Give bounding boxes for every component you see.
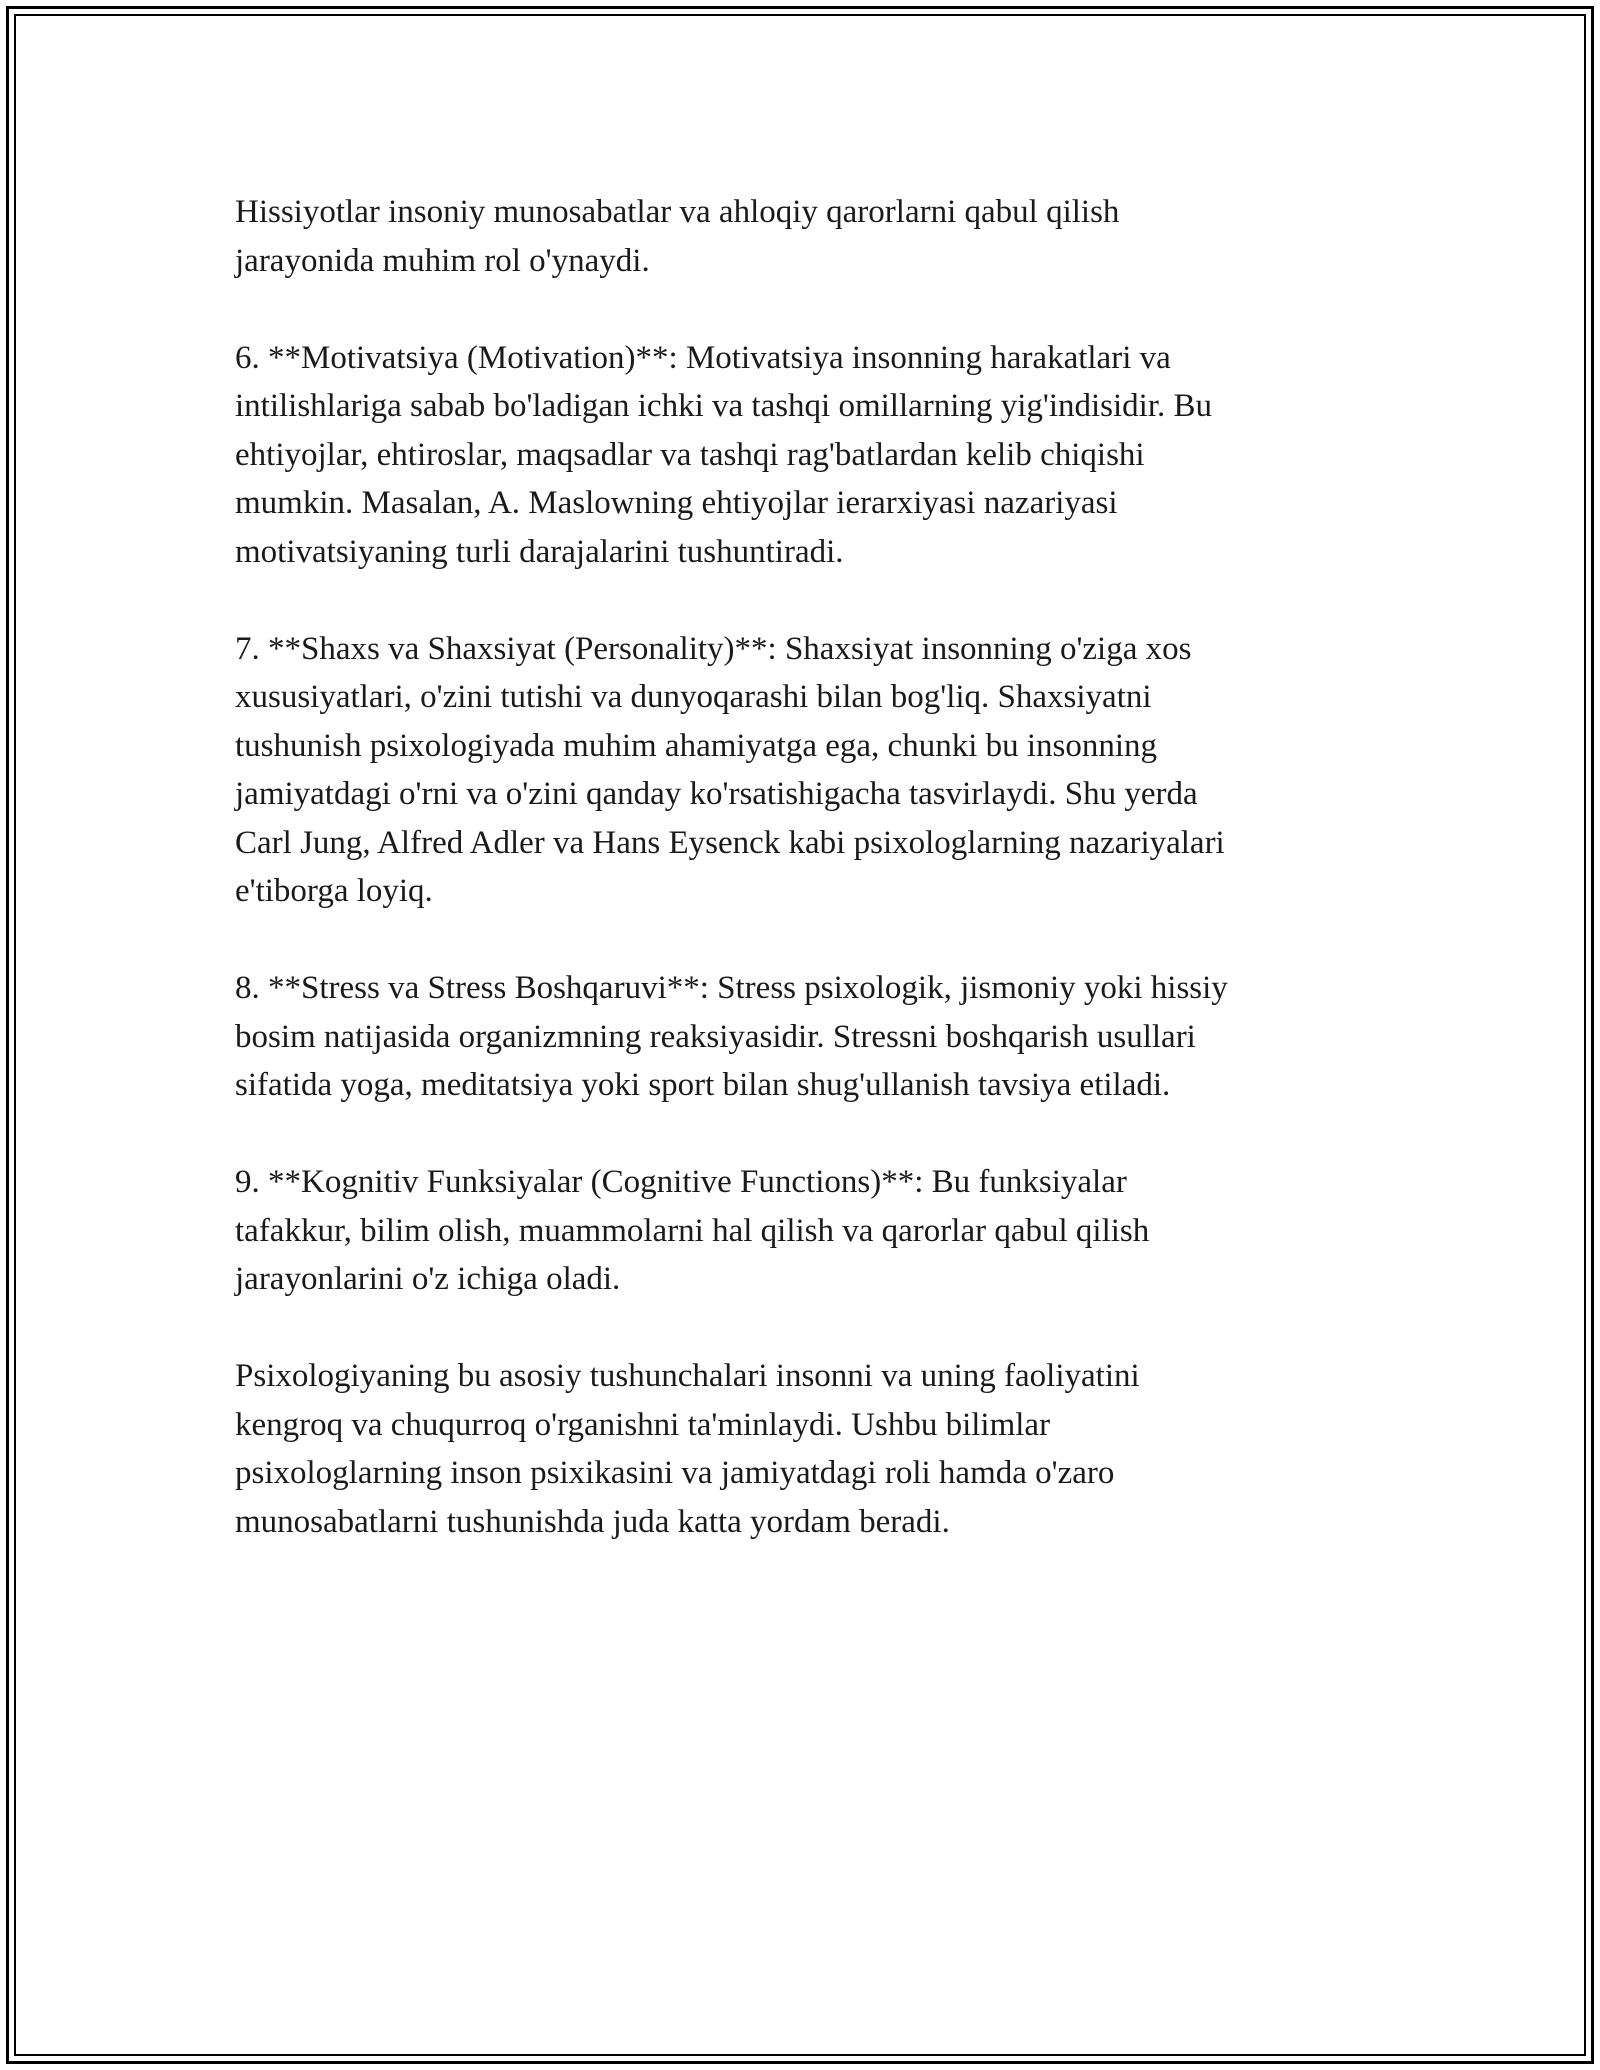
paragraph-motivation: 6. **Motivatsiya (Motivation)**: Motivatsiya insonning harakatlari va intilishlariga sabab bo'ladigan ichki va tashqi omillarning yig'indisidir. Bu ehtiyojlar, ehtiroslar, maqsadlar va tashqi rag'batlardan kelib chiqishi mumkin. Masalan, A. Maslowning ehtiyojlar ierarxiyasi nazariyasi motivatsiyaning turli darajalarini tushuntiradi. (235, 339, 1213, 570)
document-body (235, 188, 1355, 1595)
paragraph-cognitive-functions: 9. **Kognitiv Funksiyalar (Cognitive Functions)**: Bu funksiyalar tafakkur, bilim olish, muammolarni hal qilish va qarorlar qabul qilish jarayonlarini o'z ichiga oladi. (235, 1164, 1150, 1297)
paragraph-conclusion: Psixologiyaning bu asosiy tushunchalari insonni va uning faoliyatini kengroq va chuqurroq o'rganishni ta'minlaydi. Ushbu bilimlar psixologlarning inson psixikasini va jamiyatdagi roli hamda o'zaro munosabatlarni tushunishda juda katta yordam beradi. (235, 1358, 1140, 1540)
paragraph-personality: 7. **Shaxs va Shaxsiyat (Personality)**: Shaxsiyat insonning o'ziga xos xususiyatlari, o'zini tutishi va dunyoqarashi bilan bog'liq. Shaxsiyatni tushunish psixologiyada muhim ahamiyatga ega, chunki bu insonning jamiyatdagi o'rni va o'zini qanday ko'rsatishigacha tasvirlaydi. Shu yerda Carl Jung, Alfred Adler va Hans Eysenck kabi psixologlarning nazariyalari e'tiborga loyiq. (235, 630, 1225, 909)
paragraph-stress: 8. **Stress va Stress Boshqaruvi**: Stress psixologik, jismoniy yoki hissiy bosim natijasida organizmning reaksiyasidir. Stressni boshqarish usullari sifatida yoga, meditatsiya yoki sport bilan shug'ullanish tavsiya etiladi. (235, 970, 1228, 1103)
paragraph-emotions-end: Hissiyotlar insoniy munosabatlar va ahloqiy qarorlarni qabul qilish jarayonida muhim rol o'ynaydi. (235, 194, 1120, 279)
